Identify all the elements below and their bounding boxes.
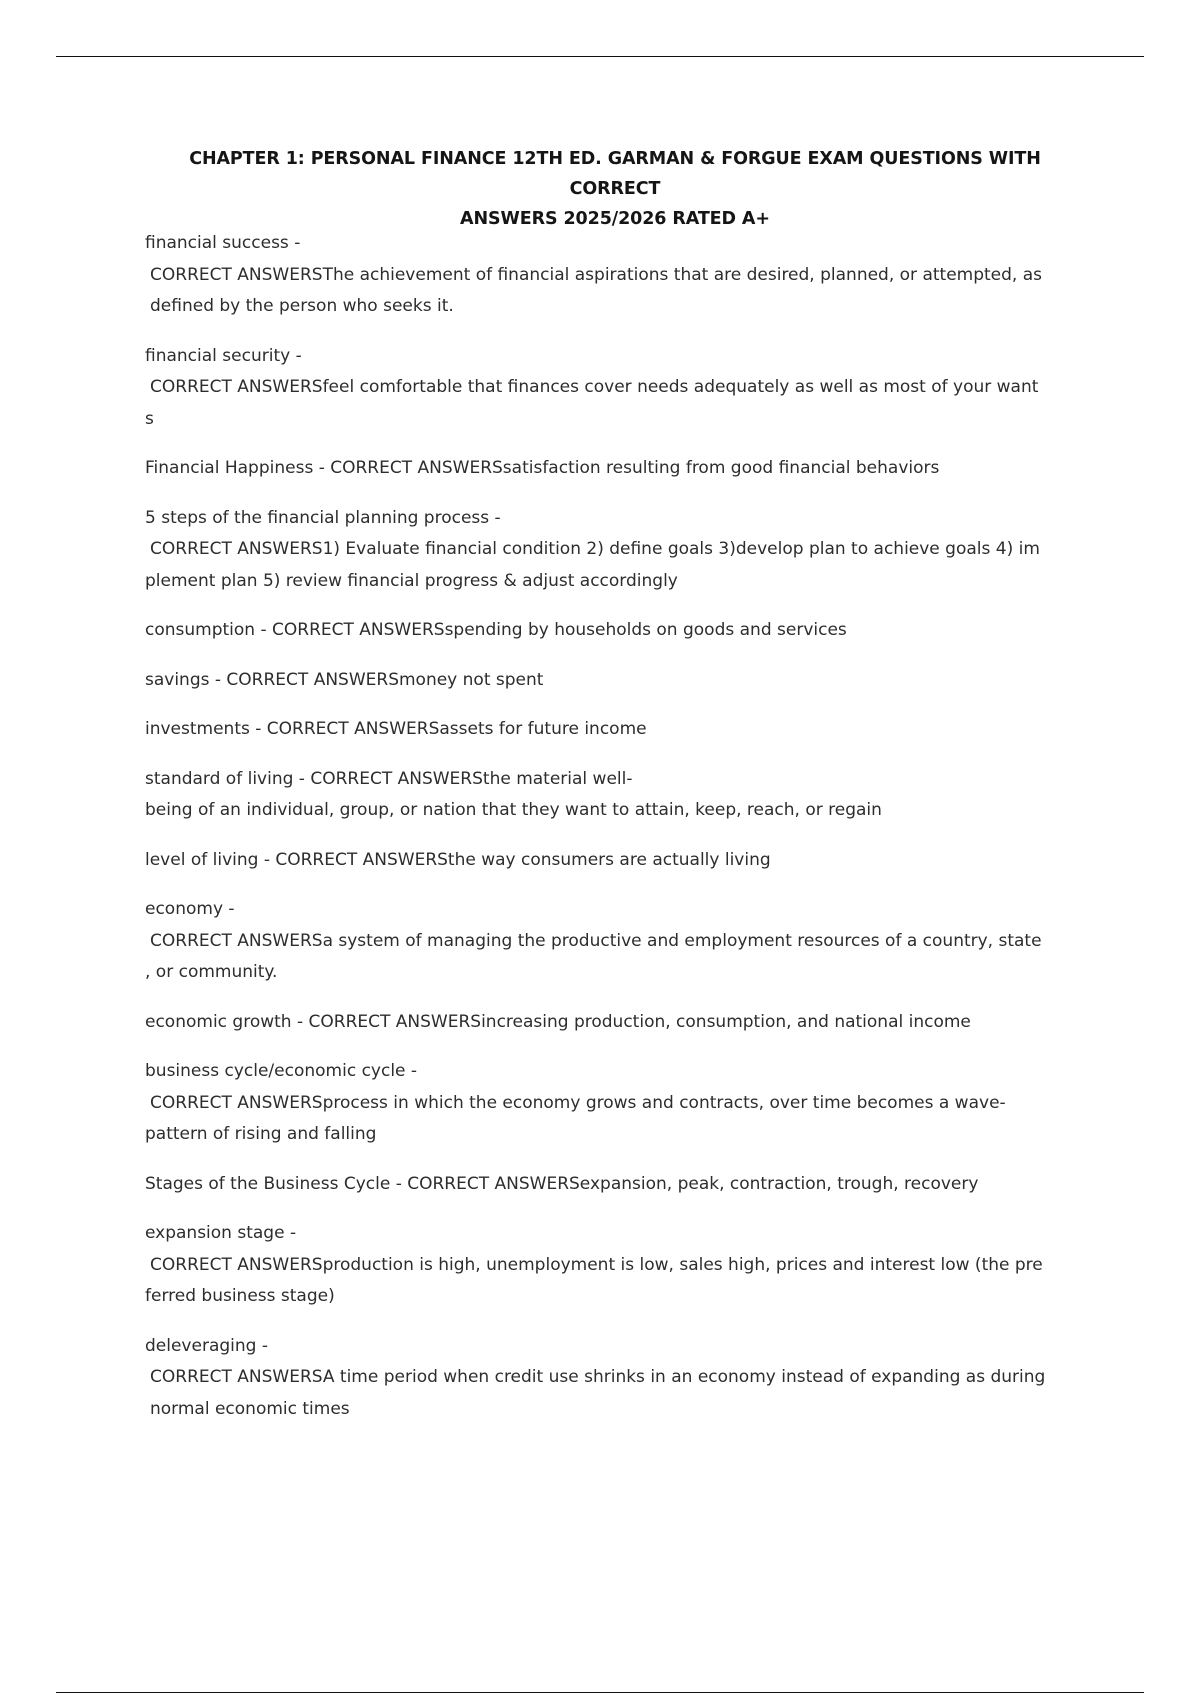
qa-answer-line: CORRECT ANSWERSproduction is high, unemployment is low, sales high, prices and interest low (the pre [150, 1254, 1043, 1275]
qa-term-line: financial success - [145, 233, 301, 253]
top-rule [56, 56, 1144, 57]
qa-answer-line: CORRECT ANSWERSThe achievement of financial aspirations that are desired, planned, or attempted, as [150, 264, 1043, 285]
qa-answer-line: , or community. [145, 962, 278, 982]
qa-term-line: deleveraging - [145, 1335, 268, 1356]
qa-term-line: consumption - CORRECT ANSWERSspending by households on goods and services [145, 620, 847, 640]
qa-answer-line: ferred business stage) [145, 1286, 335, 1306]
qa-answer-line: CORRECT ANSWERSA time period when credit use shrinks in an economy instead of expanding as during [150, 1367, 1046, 1387]
qa-entry [145, 845, 1095, 877]
qa-term-line: Stages of the Business Cycle - CORRECT ANSWERSexpansion, peak, contraction, trough, recovery [145, 1173, 979, 1194]
qa-term-line: economic growth - CORRECT ANSWERSincreasing production, consumption, and national income [145, 1011, 971, 1032]
qa-entry [145, 665, 1095, 697]
qa-entry [145, 1331, 1095, 1426]
document-title [145, 144, 1085, 234]
title-line-1: CHAPTER 1: PERSONAL FINANCE 12TH ED. GARMAN & FORGUE EXAM QUESTIONS WITH CORRECT [189, 149, 1041, 199]
qa-list [145, 228, 1095, 1443]
qa-entry [145, 894, 1095, 989]
qa-entry [145, 228, 1095, 323]
qa-entry [145, 453, 1095, 485]
title-line-2: ANSWERS 2025/2026 RATED A+ [460, 209, 770, 229]
qa-term-line: level of living - CORRECT ANSWERSthe way consumers are actually living [145, 849, 771, 870]
qa-term-line: Financial Happiness - CORRECT ANSWERSsatisfaction resulting from good financial behaviors [145, 458, 940, 478]
qa-term-line: standard of living - CORRECT ANSWERSthe material well- [145, 768, 633, 789]
qa-answer-line: plement plan 5) review financial progress & adjust accordingly [145, 570, 678, 591]
qa-answer-line: CORRECT ANSWERSfeel comfortable that finances cover needs adequately as well as most of your want [150, 377, 1039, 397]
qa-answer-line: CORRECT ANSWERSa system of managing the productive and employment resources of a country, state [150, 930, 1042, 951]
bottom-rule [56, 1692, 1144, 1693]
qa-term-line: 5 steps of the financial planning process - [145, 507, 501, 528]
qa-entry [145, 1169, 1095, 1201]
qa-entry [145, 615, 1095, 647]
qa-term-line: expansion stage - [145, 1223, 297, 1243]
qa-term-line: investments - CORRECT ANSWERSassets for future income [145, 719, 647, 739]
qa-answer-line: s [145, 408, 154, 429]
qa-answer-line: defined by the person who seeks it. [150, 296, 454, 316]
qa-term-line: business cycle/economic cycle - [145, 1061, 418, 1081]
qa-term-line: financial security - [145, 345, 302, 366]
qa-entry [145, 714, 1095, 746]
qa-answer-line: CORRECT ANSWERSprocess in which the economy grows and contracts, over time becomes a wave- [150, 1092, 1006, 1113]
qa-entry [145, 1007, 1095, 1039]
qa-entry [145, 341, 1095, 436]
qa-answer-line: being of an individual, group, or nation that they want to attain, keep, reach, or regain [145, 800, 882, 820]
qa-term-line: savings - CORRECT ANSWERSmoney not spent [145, 669, 544, 690]
qa-answer-line: pattern of rising and falling [145, 1124, 377, 1144]
qa-entry [145, 1218, 1095, 1313]
qa-answer-line: normal economic times [150, 1398, 350, 1419]
qa-answer-line: CORRECT ANSWERS1) Evaluate financial condition 2) define goals 3)develop plan to achieve goals 4) im [150, 539, 1040, 559]
qa-term-line: economy - [145, 899, 235, 919]
qa-entry [145, 503, 1095, 598]
qa-entry [145, 1056, 1095, 1151]
qa-entry [145, 764, 1095, 827]
